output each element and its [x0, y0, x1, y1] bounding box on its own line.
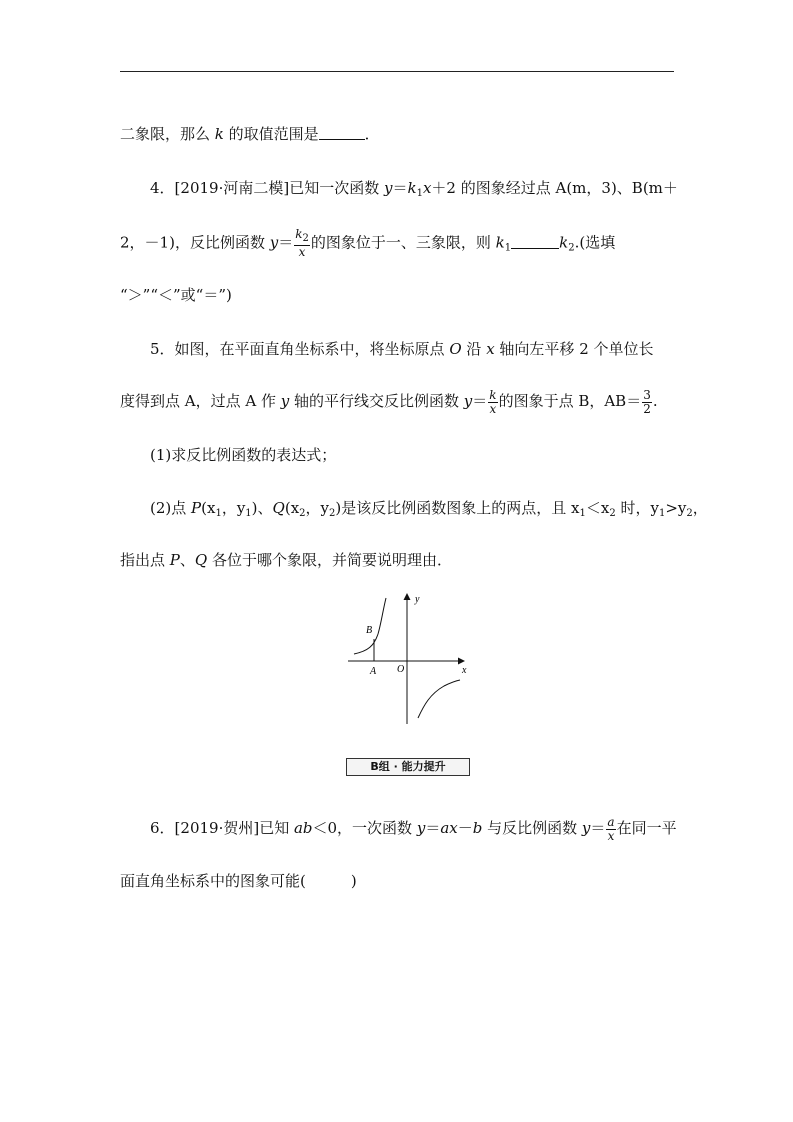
hyperbola-branch-lower-right	[418, 680, 460, 718]
fraction-k2-over-x: $\frac{k_2}{x}$	[295, 227, 309, 259]
fraction-3-over-2: $\frac{3}{2}$	[643, 387, 651, 416]
q5-line-1: 5．如图，在平面直角坐标系中，将坐标原点 O 沿 x 轴向左平移 2 个单位长	[150, 340, 654, 358]
fraction-a-over-x: $\frac{a}{x}$	[607, 814, 615, 843]
q6-line-2: 面直角坐标系中的图象可能( )	[120, 872, 357, 890]
hyperbola-figure	[340, 588, 470, 728]
q5-part-2-cont: 指出点 P、Q 各位于哪个象限，并简要说明理由．	[120, 551, 452, 569]
fraction-k-over-x: $\frac{k}{x}$	[489, 387, 497, 416]
q5-line-2: 度得到点 A，过点 A 作 y 轴的平行线交反比例函数 y＝ $\frac{k}{x}$ 的图象于点 B，AB＝ $\frac{3}{2}$ .	[120, 387, 658, 416]
answer-blank	[511, 234, 559, 249]
q4-line-1: 4．[2019·河南二模]已知一次函数 $y=k_1x+2$ 的图象经过点 A(m，3)、B(m＋	[150, 179, 678, 199]
label-x: x	[462, 665, 467, 676]
section-banner: B组 · 能力提升	[346, 758, 470, 776]
answer-blank	[319, 125, 365, 140]
header-rule	[120, 71, 674, 72]
q3-tail-line: 二象限，那么 k 的取值范围是 ．	[120, 125, 380, 143]
q4-line-3: “＞”“＜”或“＝”)	[120, 286, 232, 304]
q5-part-2: (2)点 $P(x_1$，$y_1$)、$Q(x_2$，$y_2$)是该反比例函数图象上的两点，且 $x_1<x_2$ 时，$y_1>y_2$，	[150, 499, 708, 519]
label-B: B	[366, 625, 373, 636]
label-y: y	[415, 594, 420, 605]
q4-line-2: 2，－1)，反比例函数 y＝ $\frac{k_2}{x}$ 的图象位于一、三象限，则 $k_1$ $k_2$.(选填	[120, 227, 616, 259]
q5-part-1: (1)求反比例函数的表达式；	[150, 446, 337, 464]
q6-line-1: 6．[2019·贺州]已知 ab＜0，一次函数 y＝ax－b 与反比例函数 y＝ $\frac{a}{x}$ 在同一平	[150, 814, 677, 843]
label-O: O	[397, 664, 405, 675]
label-A: A	[370, 666, 377, 677]
